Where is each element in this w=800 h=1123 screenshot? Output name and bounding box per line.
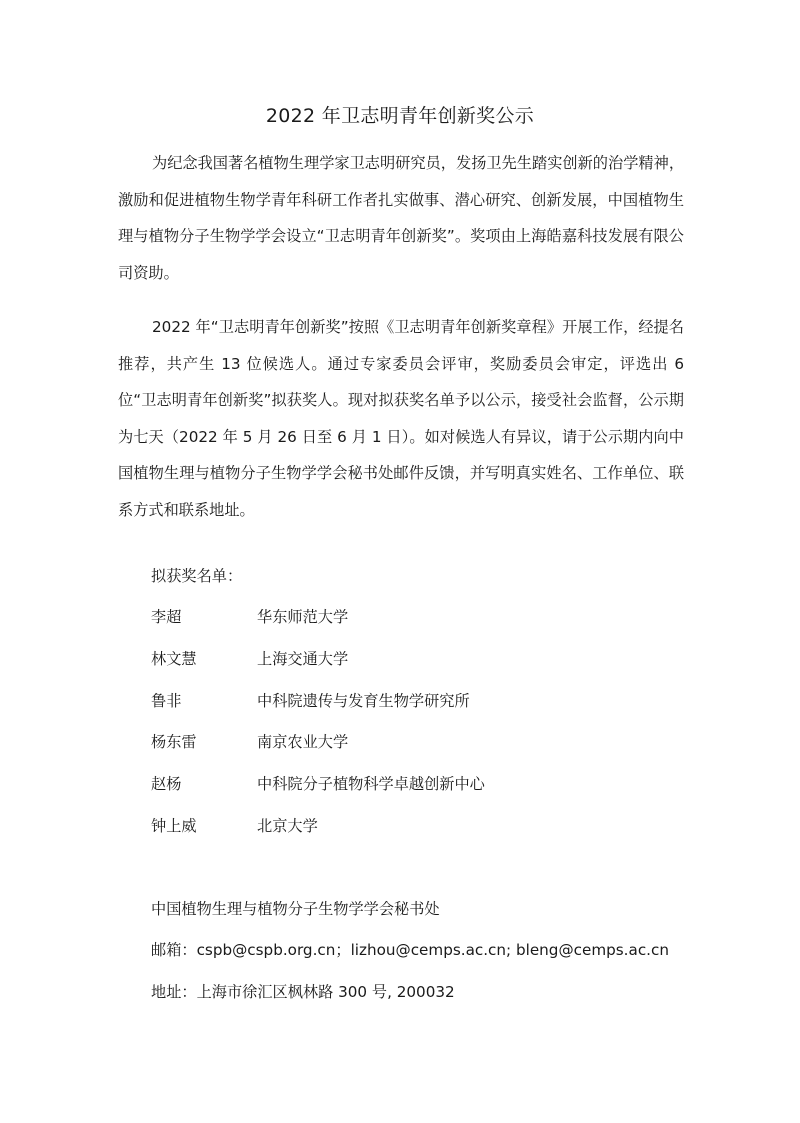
- winner-list-label: 拟获奖名单：: [151, 567, 243, 585]
- page-title: 2022 年卫志明青年创新奖公示: [265, 105, 535, 127]
- winner-name: 钟上威: [151, 817, 197, 835]
- winner-institution: 上海交通大学: [257, 650, 349, 668]
- winner-name: 林文慧: [151, 650, 197, 668]
- winner-name: 杨东雷: [151, 733, 197, 751]
- winner-name: 鲁非: [151, 692, 182, 710]
- paragraph-intro: 为纪念我国著名植物生理学家卫志明研究员，发扬卫先生踏实创新的治学精神，激励和促进植物生物学青年科研工作者扎实做事、潜心研究、创新发展，中国植物生理与植物分子生物学学会设立“卫志明青年创新奖”。奖项由上海皓嘉科技发展有限公司资助。: [118, 154, 684, 282]
- footer-organization: 中国植物生理与植物分子生物学学会秘书处: [151, 900, 440, 918]
- winner-institution: 华东师范大学: [257, 608, 349, 626]
- paragraph-process: 2022 年“卫志明青年创新奖”按照《卫志明青年创新奖章程》开展工作，经提名推荐，共产生 13 位候选人。通过专家委员会评审，奖励委员会审定，评选出 6 位“卫志明青年创新奖”拟获奖人。现对拟获奖名单予以公示，接受社会监督，公示期为七天（2022 年 5 月 26 日至 6 月 1 日）。如对候选人有异议，请于公示期内向中国植物生理与植物分子生物学学会秘书处邮件反馈，并写明真实姓名、工作单位、联系方式和联系地址。: [118, 318, 684, 519]
- winner-name: 赵杨: [151, 775, 182, 793]
- footer-address: 地址：上海市徐汇区枫林路 300 号, 200032: [151, 983, 455, 1001]
- winner-institution: 北京大学: [257, 817, 318, 835]
- winner-institution: 中科院遗传与发育生物学研究所: [257, 692, 470, 710]
- footer-email: 邮箱：cspb@cspb.org.cn；lizhou@cemps.ac.cn; bleng@cemps.ac.cn: [151, 941, 669, 959]
- winner-institution: 南京农业大学: [257, 733, 349, 751]
- winner-name: 李超: [151, 608, 182, 626]
- winner-institution: 中科院分子植物科学卓越创新中心: [257, 775, 485, 793]
